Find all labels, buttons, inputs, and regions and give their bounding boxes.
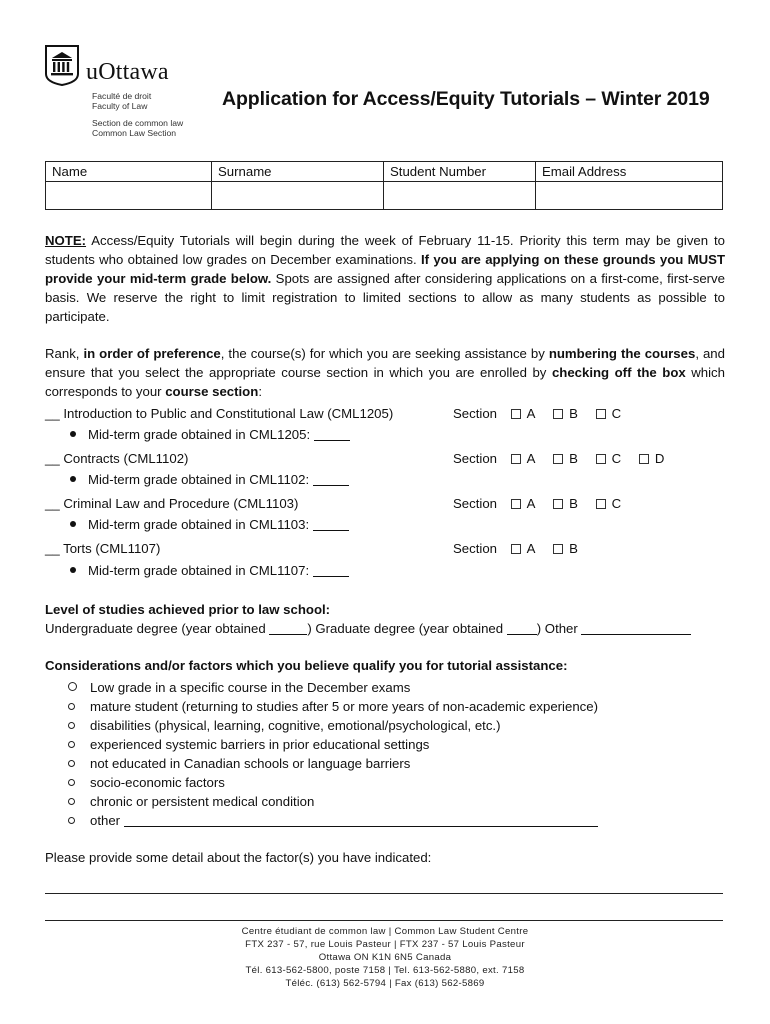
course-name: Contracts (CML1102)	[63, 451, 189, 466]
footer	[0, 925, 770, 990]
section-fr: Section de common law	[92, 118, 184, 129]
student-number-field[interactable]	[384, 182, 536, 210]
grade-line-cml1205: Mid-term grade obtained in CML1205:	[70, 425, 350, 445]
course-row-cml1103: __ Criminal Law and Procedure (CML1103) Section A B C	[45, 494, 725, 514]
faculty-lines	[92, 92, 204, 138]
section-a-checkbox[interactable]	[511, 544, 521, 554]
section-a-checkbox[interactable]	[511, 454, 521, 464]
considerations-heading: Considerations and/or factors which you believe qualify you for tutorial assistance:	[45, 658, 568, 673]
section-options: Section A B C D	[453, 451, 665, 466]
considerations-list	[68, 678, 598, 830]
grade-line-cml1107: Mid-term grade obtained in CML1107:	[70, 561, 349, 581]
list-item[interactable]: Low grade in a specific course in the December exams	[68, 678, 598, 697]
course-name: Introduction to Public and Constitutional Law (CML1205)	[63, 406, 394, 421]
course-row-cml1107: __ Torts (CML1107) Section A B	[45, 539, 725, 559]
course-name: Criminal Law and Procedure (CML1103)	[63, 496, 299, 511]
list-item[interactable]: experienced systemic barriers in prior educational settings	[68, 735, 598, 754]
footer-line: Téléc. (613) 562-5794 | Fax (613) 562-5869	[285, 978, 485, 989]
footer-divider	[45, 920, 723, 921]
list-item[interactable]: disabilities (physical, learning, cognitive, emotional/psychological, etc.)	[68, 716, 598, 735]
radio-circle-icon[interactable]	[68, 760, 75, 767]
section-b-checkbox[interactable]	[553, 409, 563, 419]
radio-circle-icon[interactable]	[68, 817, 75, 824]
page-title: Application for Access/Equity Tutorials – Winter 2019	[222, 88, 710, 110]
grade-input[interactable]	[313, 565, 349, 577]
brand-name: uOttawa	[86, 59, 169, 85]
section-d-checkbox[interactable]	[639, 454, 649, 464]
section-c-checkbox[interactable]	[596, 499, 606, 509]
name-field[interactable]	[46, 182, 212, 210]
studies-line: Undergraduate degree (year obtained ) Graduate degree (year obtained ) Other	[45, 619, 725, 638]
radio-circle-icon[interactable]	[68, 703, 75, 710]
footer-line: Tél. 613-562-5800, poste 7158 | Tel. 613-562-5880, ext. 7158	[245, 965, 525, 976]
section-en: Common Law Section	[92, 127, 177, 138]
rank-instructions: Rank, in order of preference, the course(s) for which you are seeking assistance by numbering the courses, and ensure that you select the appropriate course section in which you are enrolled by checking off the box which corresponds to your course section:	[45, 346, 725, 399]
faculty-fr: Faculté de droit	[92, 91, 152, 101]
other-factor-input[interactable]	[124, 815, 598, 827]
course-row-cml1102: __ Contracts (CML1102) Section A B C D	[45, 449, 725, 469]
table-input-row	[46, 182, 723, 210]
section-options: Section A B C	[453, 496, 622, 511]
note-label: NOTE:	[45, 233, 87, 248]
footer-line: FTX 237 - 57, rue Louis Pasteur | FTX 237 - 57 Louis Pasteur	[245, 939, 525, 950]
university-crest-icon	[44, 44, 80, 86]
list-item[interactable]: other	[68, 811, 598, 830]
bullet-icon	[70, 476, 76, 482]
radio-circle-icon[interactable]	[68, 682, 77, 691]
bullet-icon	[70, 567, 76, 573]
section-b-checkbox[interactable]	[553, 454, 563, 464]
table-header-row	[46, 162, 723, 182]
course-name: Torts (CML1107)	[63, 541, 161, 556]
uottawa-logo	[44, 44, 204, 138]
section-b-checkbox[interactable]	[553, 499, 563, 509]
course-row-cml1205: __ Introduction to Public and Constitutional Law (CML1205) Section A B C	[45, 404, 725, 424]
section-c-checkbox[interactable]	[596, 454, 606, 464]
student-info-table	[45, 161, 723, 210]
section-c-checkbox[interactable]	[596, 409, 606, 419]
section-options: Section A B C	[453, 406, 622, 421]
list-item[interactable]: mature student (returning to studies after 5 or more years of non-academic experience)	[68, 697, 598, 716]
bullet-icon	[70, 521, 76, 527]
detail-answer-line[interactable]	[45, 893, 723, 894]
radio-circle-icon[interactable]	[68, 798, 75, 805]
footer-line: Ottawa ON K1N 6N5 Canada	[318, 952, 452, 963]
grad-year-input[interactable]	[507, 623, 537, 635]
surname-field[interactable]	[212, 182, 384, 210]
grade-line-cml1102: Mid-term grade obtained in CML1102:	[70, 470, 349, 490]
radio-circle-icon[interactable]	[68, 741, 75, 748]
undergrad-year-input[interactable]	[269, 623, 307, 635]
detail-prompt: Please provide some detail about the factor(s) you have indicated:	[45, 850, 432, 865]
email-header: Email Address	[536, 162, 723, 182]
bullet-icon	[70, 431, 76, 437]
grade-input[interactable]	[313, 519, 349, 531]
radio-circle-icon[interactable]	[68, 722, 75, 729]
grade-input[interactable]	[314, 429, 350, 441]
section-a-checkbox[interactable]	[511, 499, 521, 509]
list-item[interactable]: chronic or persistent medical condition	[68, 792, 598, 811]
note-paragraph: NOTE: Access/Equity Tutorials will begin during the week of February 11-15. Priority this term may be given to students who obtained low grades on December examinations. If you are applying on these grounds you MUST provide your mid-term grade below. Spots are assigned after considering applications on a first-come, first-serve basis. We reserve the right to limit registration to limited sections to allow as many students as possible to participate.	[45, 233, 725, 324]
email-field[interactable]	[536, 182, 723, 210]
section-a-checkbox[interactable]	[511, 409, 521, 419]
footer-line: Centre étudiant de common law | Common Law Student Centre	[241, 926, 529, 937]
other-studies-input[interactable]	[581, 623, 691, 635]
section-b-checkbox[interactable]	[553, 544, 563, 554]
grade-input[interactable]	[313, 474, 349, 486]
student-number-header: Student Number	[384, 162, 536, 182]
name-header: Name	[46, 162, 212, 182]
list-item[interactable]: not educated in Canadian schools or language barriers	[68, 754, 598, 773]
radio-circle-icon[interactable]	[68, 779, 75, 786]
studies-heading: Level of studies achieved prior to law school:	[45, 602, 331, 617]
section-options: Section A B	[453, 541, 578, 556]
faculty-en: Faculty of Law	[92, 100, 148, 111]
list-item[interactable]: socio-economic factors	[68, 773, 598, 792]
grade-line-cml1103: Mid-term grade obtained in CML1103:	[70, 515, 349, 535]
surname-header: Surname	[212, 162, 384, 182]
